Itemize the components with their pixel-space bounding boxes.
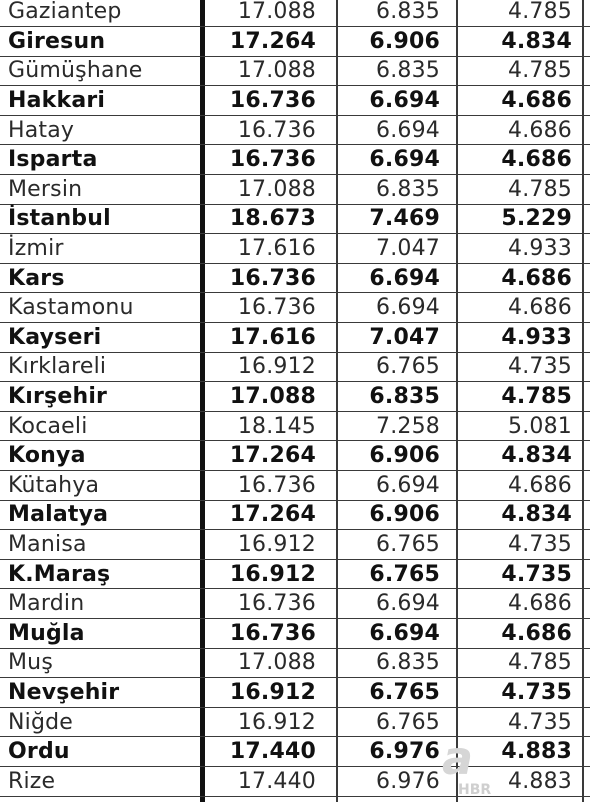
table-row [0,530,590,560]
value-col-2: 6.694 [369,147,440,173]
value-col-3: 4.735 [501,561,572,587]
value-col-2: 6.976 [376,768,440,794]
table-row [0,471,590,501]
value-col-2: 6.694 [376,295,440,321]
value-col-2: 6.765 [376,354,440,380]
province-name: Muğla [8,620,85,646]
table-row [0,234,590,264]
value-col-3: 4.785 [508,176,572,202]
value-col-3: 5.229 [501,206,572,232]
value-col-3: 4.686 [501,620,572,646]
table-row [0,678,590,708]
value-col-3: 4.834 [501,502,572,528]
table-row [0,560,590,590]
province-name: Niğde [8,709,74,735]
table-row [0,264,590,294]
value-col-1: 16.912 [237,354,316,380]
value-col-2: 7.047 [376,236,440,262]
value-col-3: 4.735 [501,680,572,706]
value-col-1: 16.912 [237,709,316,735]
value-col-2: 6.906 [369,28,440,54]
value-col-2: 6.835 [376,0,440,25]
value-col-1: 17.616 [229,324,316,350]
value-col-3: 4.834 [501,443,572,469]
table-row [0,175,590,205]
value-col-3: 4.686 [508,295,572,321]
value-col-2: 7.258 [376,413,440,439]
value-col-1: 17.440 [237,768,316,794]
value-col-2: 6.694 [369,265,440,291]
value-col-1: 17.264 [229,443,316,469]
province-name: Mardin [8,591,85,617]
province-name: Mersin [8,176,83,202]
value-col-3: 4.686 [501,88,572,114]
table-row [0,412,590,442]
province-name: Hakkari [8,88,106,114]
province-name: Malatya [8,502,109,528]
value-col-2: 6.765 [376,532,440,558]
value-col-2: 6.835 [376,176,440,202]
value-col-2: 6.694 [376,591,440,617]
table-row [0,294,590,324]
province-name: Giresun [8,28,106,54]
value-col-2: 6.765 [376,709,440,735]
value-col-1: 16.736 [229,265,316,291]
province-name: Hatay [8,117,75,143]
value-col-1: 16.736 [229,147,316,173]
value-col-1: 16.736 [237,117,316,143]
value-col-2: 6.976 [369,739,440,765]
value-col-2: 6.694 [376,117,440,143]
value-col-1: 16.912 [229,680,316,706]
value-col-3: 4.933 [501,324,572,350]
province-name: Gaziantep [8,0,122,25]
value-col-1: 16.736 [229,620,316,646]
value-col-1: 16.912 [229,561,316,587]
province-name: Konya [8,443,86,469]
table-row [0,86,590,116]
value-col-3: 4.686 [501,265,572,291]
value-col-2: 6.765 [369,680,440,706]
table-row [0,205,590,235]
value-col-2: 6.835 [376,58,440,84]
table-row [0,619,590,649]
value-col-2: 7.047 [369,324,440,350]
table-row [0,116,590,146]
value-col-1: 17.088 [229,384,316,410]
value-col-1: 18.673 [229,206,316,232]
table-row [0,0,590,27]
value-col-3: 4.785 [508,650,572,676]
table-row [0,767,590,797]
value-col-2: 6.765 [369,561,440,587]
value-col-3: 4.883 [508,768,572,794]
province-name: Manisa [8,532,87,558]
table-row [0,57,590,87]
province-name: Ordu [8,739,70,765]
value-col-3: 4.735 [508,709,572,735]
province-name: Kars [8,265,65,291]
table-row [0,353,590,383]
value-col-3: 4.785 [508,0,572,25]
table-row [0,590,590,620]
value-col-1: 16.736 [229,88,316,114]
value-col-2: 6.694 [376,472,440,498]
table-row [0,708,590,738]
table-row [0,382,590,412]
province-name: Nevşehir [8,680,120,706]
value-col-2: 7.469 [369,206,440,232]
value-col-2: 6.694 [369,620,440,646]
value-col-2: 6.835 [369,384,440,410]
value-col-2: 6.906 [369,502,440,528]
value-col-3: 4.933 [508,236,572,262]
value-col-3: 4.834 [501,28,572,54]
province-name: Kırşehir [8,384,108,410]
table-row [0,323,590,353]
value-col-2: 6.906 [369,443,440,469]
table-row [0,146,590,176]
value-col-1: 17.616 [237,236,316,262]
value-col-3: 4.883 [501,739,572,765]
province-name: İstanbul [8,206,111,232]
value-col-3: 4.735 [508,354,572,380]
table-row [0,27,590,57]
watermark-letter: a [442,731,474,785]
value-col-3: 4.686 [508,472,572,498]
value-col-2: 6.835 [376,650,440,676]
value-col-1: 17.088 [237,58,316,84]
value-col-1: 17.440 [229,739,316,765]
value-col-2: 6.694 [369,88,440,114]
value-col-3: 5.081 [508,413,572,439]
table-row [0,649,590,679]
province-name: Isparta [8,147,98,173]
value-col-3: 4.686 [501,147,572,173]
province-name: Kayseri [8,324,102,350]
value-col-3: 4.785 [501,384,572,410]
value-col-3: 4.686 [508,591,572,617]
value-col-1: 16.736 [237,295,316,321]
value-col-3: 4.686 [508,117,572,143]
province-name: Kastamonu [8,295,134,321]
table-row [0,442,590,472]
province-name: Gümüşhane [8,58,143,84]
province-name: Muş [8,650,53,676]
province-name: Kütahya [8,472,100,498]
value-col-3: 4.735 [508,532,572,558]
value-col-1: 18.145 [237,413,316,439]
value-col-1: 17.088 [237,176,316,202]
value-col-1: 16.912 [237,532,316,558]
province-name: İzmir [8,236,64,262]
province-name: Rize [8,768,56,794]
value-col-1: 17.264 [229,502,316,528]
province-name: Kırklareli [8,354,107,380]
province-name: Kocaeli [8,413,88,439]
province-name: K.Maraş [8,561,111,587]
watermark-brand: HBR [458,782,492,798]
value-col-1: 16.736 [237,472,316,498]
value-col-1: 17.088 [237,0,316,25]
value-col-1: 17.264 [229,28,316,54]
value-col-3: 4.785 [508,58,572,84]
value-col-1: 16.736 [237,591,316,617]
value-col-1: 17.088 [237,650,316,676]
table-row [0,501,590,531]
table-row [0,738,590,768]
